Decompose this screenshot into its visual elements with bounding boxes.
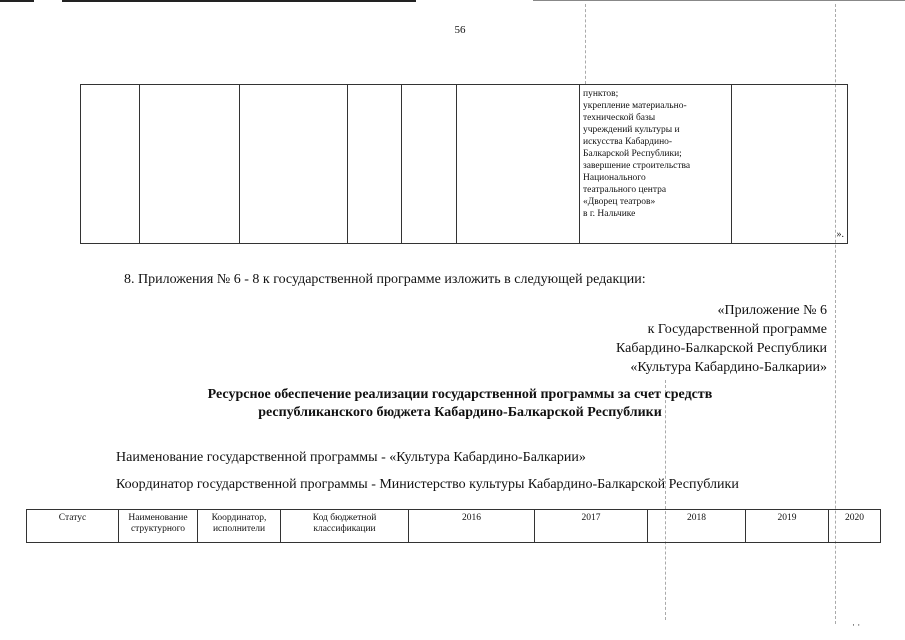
table-cell xyxy=(348,85,402,244)
header-line: классификации xyxy=(313,524,376,534)
cell-line: технической базы xyxy=(583,113,656,123)
header-line: Наименование xyxy=(128,513,188,523)
table-cell xyxy=(81,85,140,244)
scan-artifact-line xyxy=(0,0,34,2)
cell-line: Национального xyxy=(583,173,646,183)
table-cell xyxy=(457,85,580,244)
table-cell xyxy=(240,85,348,244)
cell-line: завершение строительства xyxy=(583,161,691,171)
heading-line: республиканского бюджета Кабардино-Балкарской Республики xyxy=(258,405,662,420)
heading-line: Ресурсное обеспечение реализации государственной программы за счет средств xyxy=(207,387,713,402)
header-line: исполнители xyxy=(212,524,266,534)
appendix-line: «Приложение № 6 xyxy=(717,303,827,318)
scan-artifact-line xyxy=(62,0,416,2)
header-coordinator xyxy=(198,510,281,543)
cell-line: театрального центра xyxy=(583,185,667,195)
cell-line: укрепление материально- xyxy=(583,101,687,111)
cell-line: Балкарской Республики; xyxy=(583,149,682,159)
resource-table-header xyxy=(26,509,881,543)
item-8-paragraph: 8. Приложения № 6 - 8 к государственной программе изложить в следующей редакции: xyxy=(124,272,646,287)
appendix-line: «Культура Кабардино-Балкарии» xyxy=(630,360,827,375)
header-budget-code xyxy=(281,510,409,543)
cell-line: в г. Нальчике xyxy=(583,209,636,219)
header-line: Координатор, xyxy=(211,513,267,523)
continuation-table xyxy=(80,84,848,244)
appendix-header xyxy=(616,301,827,377)
corner-scan-marks: · · xyxy=(852,620,861,630)
header-year: 2019 xyxy=(746,510,829,543)
header-name xyxy=(119,510,198,543)
header-year: 2017 xyxy=(535,510,648,543)
appendix-line: к Государственной программе xyxy=(647,322,827,337)
cell-line: «Дворец театров» xyxy=(583,197,656,207)
coordinator-line: Координатор государственной программы - Министерство культуры Кабардино-Балкарской Республики xyxy=(116,477,739,492)
cell-line: учреждений культуры и xyxy=(583,125,680,135)
header-year: 2020 xyxy=(829,510,881,543)
scan-fold-line xyxy=(585,4,586,84)
appendix-line: Кабардино-Балкарской Республики xyxy=(616,341,827,356)
header-line: структурного xyxy=(130,524,186,534)
header-year: 2018 xyxy=(648,510,746,543)
cell-line: искусства Кабардино- xyxy=(583,137,673,147)
table-cell xyxy=(140,85,240,244)
page-number: 56 xyxy=(454,24,466,36)
cell-line: пунктов; xyxy=(583,89,619,99)
closing-quote-mark: ». xyxy=(836,229,844,240)
table-cell-end xyxy=(732,85,848,244)
header-line: Код бюджетной xyxy=(312,513,377,523)
program-name-line: Наименование государственной программы - «Культура Кабардино-Балкарии» xyxy=(116,450,586,465)
section-heading xyxy=(120,386,800,422)
header-year: 2016 xyxy=(409,510,535,543)
table-cell xyxy=(402,85,457,244)
header-status: Статус xyxy=(27,510,119,543)
scan-artifact-line xyxy=(533,0,905,1)
table-cell-text xyxy=(580,85,732,244)
